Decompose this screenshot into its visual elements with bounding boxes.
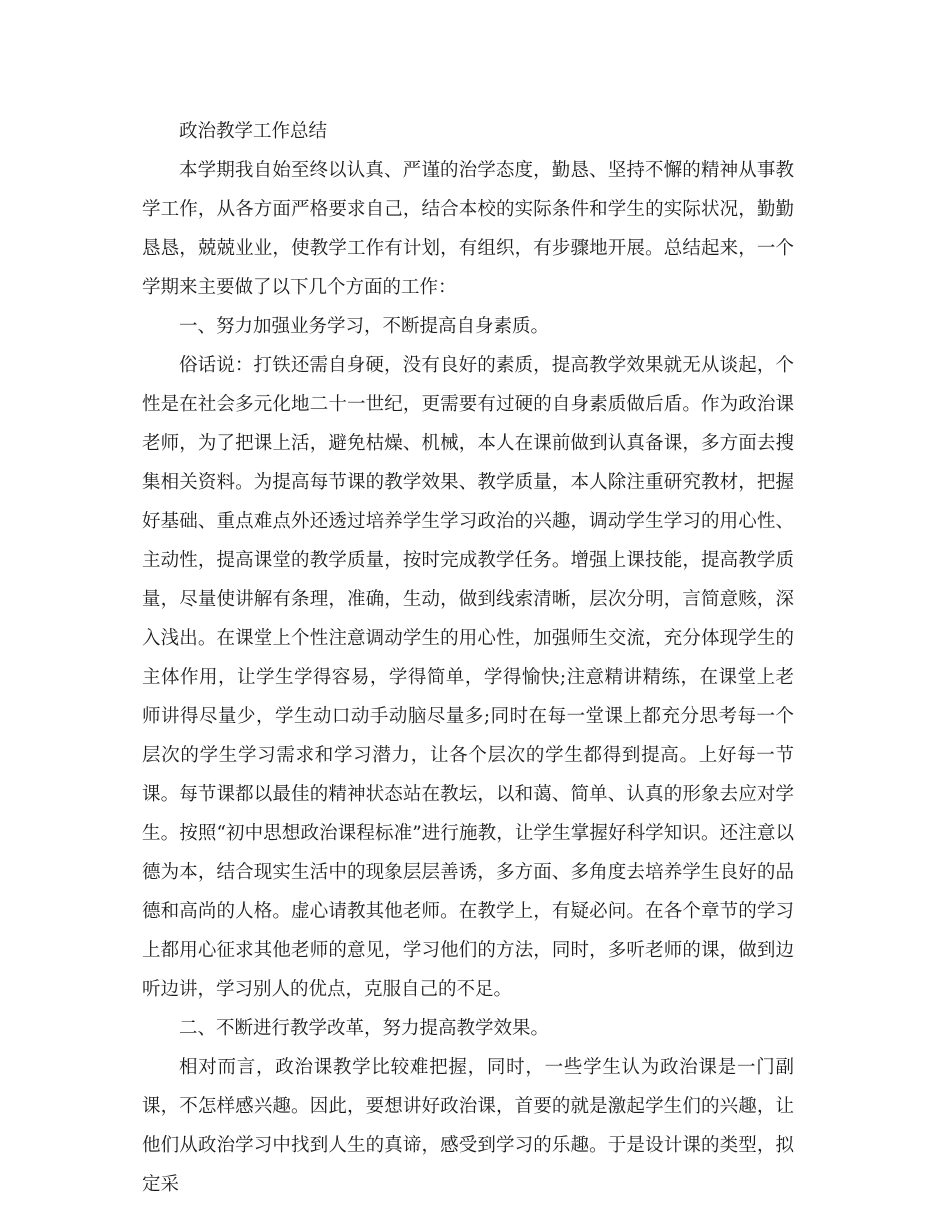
paragraph-intro: 本学期我自始至终以认真、严谨的治学态度，勤恳、坚持不懈的精神从事教学工作，从各方面严格要求自己，结合本校的实际条件和学生的实际状况，勤勤恳恳，兢兢业业，使教学工作有计划，有组织，有步骤地开展。总结起来，一个学期来主要做了以下几个方面的工作： [142,160,794,298]
section-heading-1: 一、努力加强业务学习，不断提高自身素质。 [179,316,550,337]
paragraph-section-1: 俗话说：打铁还需自身硬，没有良好的素质，提高教学效果就无从谈起，个性是在社会多元化地二十一世纪，更需要有过硬的自身素质做后盾。作为政治课老师，为了把课上活，避免枯燥、机械，本人在课前做到认真备课，多方面去搜集相关资料。为提高每节课的教学效果、教学质量，本人除注重研究教材，把握好基础、重点难点外还透过培养学生学习政治的兴趣，调动学生学习的用心性、主动性，提高课堂的教学质量，按时完成教学任务。增强上课技能，提高教学质量，尽量使讲解有条理，准确，生动，做到线索清晰，层次分明，言简意赅，深入浅出。在课堂上个性注意调动学生的用心性，加强师生交流，充分体现学生的主体作用，让学生学得容易，学得简单，学得愉快;注意精讲精练，在课堂上老师讲得尽量少，学生动口动手动脑尽量多;同时在每一堂课上都充分思考每一个层次的学生学习需求和学习潜力，让各个层次的学生都得到提高。上好每一节课。每节课都以最佳的精神状态站在教坛，以和蔼、简单、认真的形象去应对学生。按照“初中思想政治课程标准”进行施教，让学生掌握好科学知识。还注意以德为本，结合现实生活中的现象层层善诱，多方面、多角度去培养学生良好的品德和高尚的人格。虚心请教其他老师。在教学上，有疑必问。在各个章节的学习上都用心征求其他老师的意见，学习他们的方法，同时，多听老师的课，做到边听边讲，学习别人的优点，克服自己的不足。 [142,355,794,1000]
document-title: 政治教学工作总结 [179,121,328,142]
paragraph-section-2: 相对而言，政治课教学比较难把握，同时，一些学生认为政治课是一门副课，不怎样感兴趣。因此，要想讲好政治课，首要的就是激起学生们的兴趣，让他们从政治学习中找到人生的真谛，感受到学习的乐趣。于是设计课的类型，拟定采 [142,1057,794,1195]
section-heading-2: 二、不断进行教学改革，努力提高教学效果。 [179,1018,550,1039]
document-body [142,112,794,1204]
